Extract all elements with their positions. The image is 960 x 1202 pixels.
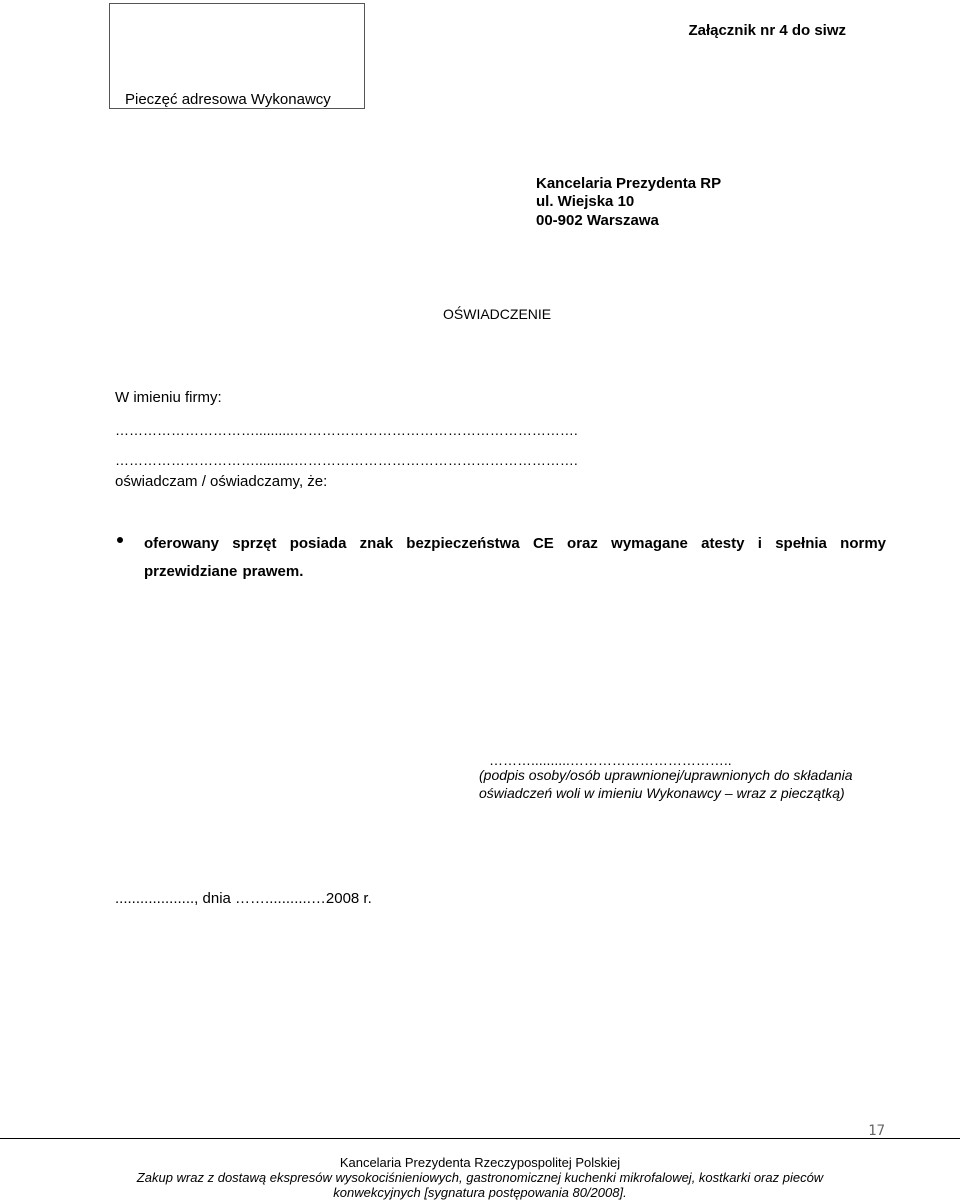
addressee-name: Kancelaria Prezydenta RP bbox=[536, 175, 722, 192]
company-name-fill-line: …………………………..........……………………………………………………. bbox=[115, 422, 578, 438]
declaration-statement: oferowany sprzęt posiada znak bezpieczeństwa CE oraz wymagane atesty i spełnia normy przewidziane prawem. bbox=[144, 535, 886, 580]
on-behalf-label: W imieniu firmy: bbox=[115, 389, 222, 406]
company-address-fill-line: …………………………..........……………………………………………………. bbox=[115, 452, 578, 468]
addressee-city: 00-902 Warszawa bbox=[536, 212, 659, 229]
addressee-street: ul. Wiejska 10 bbox=[536, 193, 635, 210]
bullet-icon bbox=[117, 537, 123, 543]
footer-organization: Kancelaria Prezydenta Rzeczypospolitej Polskiej bbox=[339, 1155, 621, 1170]
footer-subject-line1: Zakup wraz z dostawą ekspresów wysokociśnieniowych, gastronomicznej kuchenki mikrofalowej, kostkarki oraz pieców bbox=[136, 1170, 824, 1185]
contractor-stamp-box bbox=[109, 3, 365, 109]
document-title: OŚWIADCZENIE bbox=[443, 306, 552, 322]
place-date-line: ..................., dnia ……...........…2008 r. bbox=[115, 890, 372, 907]
stamp-label: Pieczęć adresowa Wykonawcy bbox=[125, 91, 331, 108]
declaration-intro: oświadczam / oświadczamy, że: bbox=[115, 473, 328, 490]
signature-caption-line2: oświadczeń woli w imieniu Wykonawcy – wraz z pieczątką) bbox=[479, 785, 845, 801]
footer-subject-line2: konwekcyjnych [sygnatura postępowania 80/2008]. bbox=[333, 1185, 627, 1200]
page-number: 17 bbox=[868, 1123, 885, 1139]
footer-divider bbox=[0, 1138, 960, 1139]
annex-label: Załącznik nr 4 do siwz bbox=[688, 22, 846, 39]
signature-fill-line: ………..........…………………………….. bbox=[489, 752, 732, 768]
signature-caption-line1: (podpis osoby/osób uprawnionej/uprawnionych do składania bbox=[479, 767, 853, 783]
